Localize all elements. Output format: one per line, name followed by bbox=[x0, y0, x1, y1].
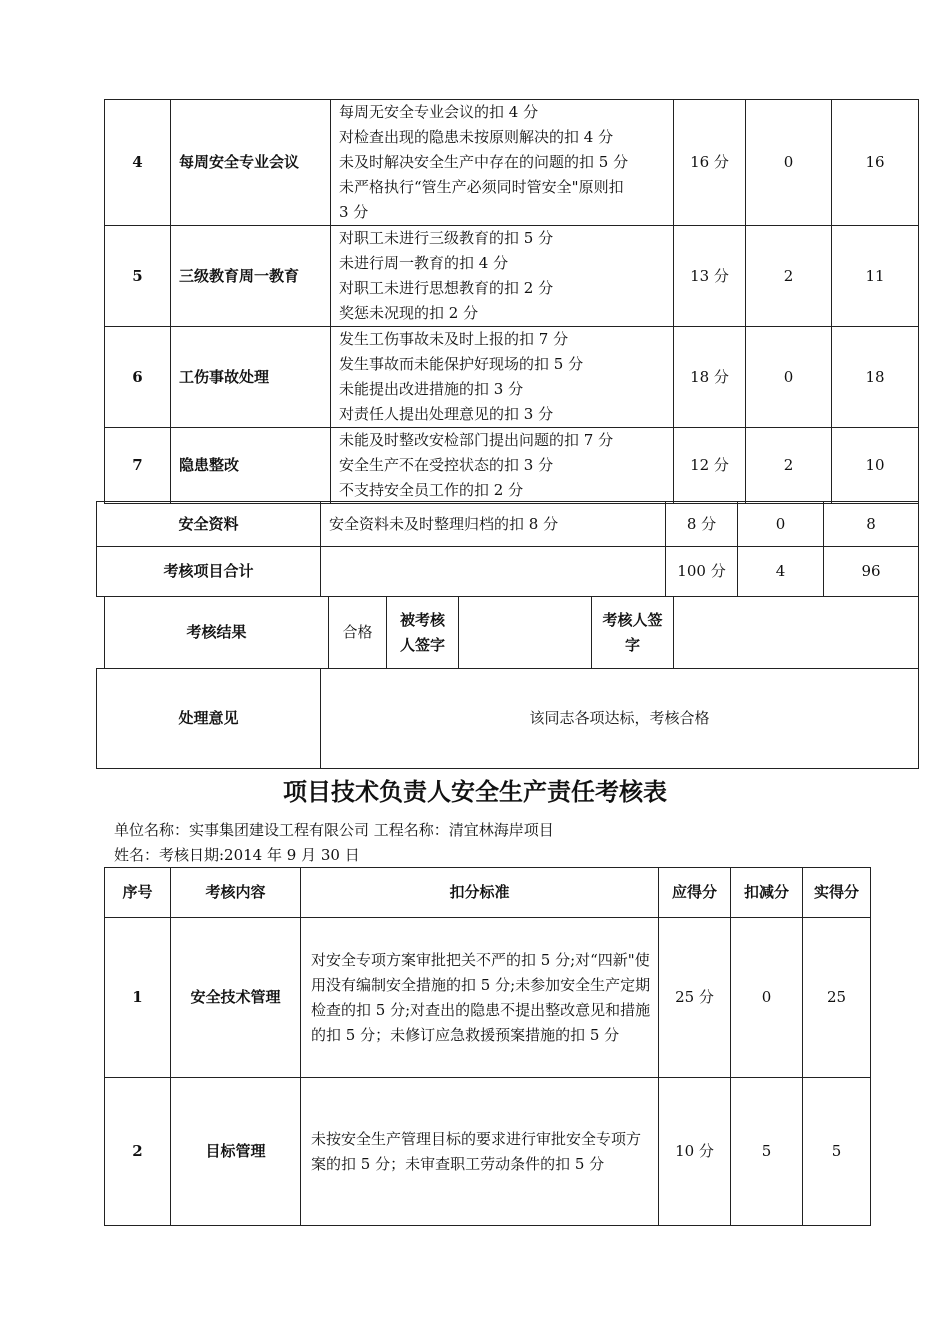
header-item: 考核内容 bbox=[171, 868, 301, 918]
total-actual: 96 bbox=[824, 547, 919, 597]
table-row bbox=[97, 669, 919, 769]
row-number: 2 bbox=[105, 1078, 171, 1226]
row-actual: 16 bbox=[832, 100, 919, 226]
row-actual: 11 bbox=[832, 226, 919, 327]
row-item: 隐患整改 bbox=[171, 428, 331, 504]
row-number: 4 bbox=[105, 100, 171, 226]
row-item: 工伤事故处理 bbox=[171, 327, 331, 428]
examinee-sign-field bbox=[459, 597, 592, 669]
row-number: 6 bbox=[105, 327, 171, 428]
row-actual: 5 bbox=[803, 1078, 871, 1226]
row-criteria: 每周无安全专业会议的扣 4 分 对检查出现的隐患未按原则解决的扣 4 分 未及时解决安全生产中存在的问题的扣 5 分 未严格执行“管生产必须同时管安全"原则扣 3 分 bbox=[331, 100, 674, 226]
row-deduct: 2 bbox=[746, 226, 832, 327]
opinion-value: 该同志各项达标，考核合格 bbox=[321, 669, 919, 769]
header-no: 序号 bbox=[105, 868, 171, 918]
result-table bbox=[104, 596, 919, 669]
row-full-score: 12 分 bbox=[674, 428, 746, 504]
row-item: 安全技术管理 bbox=[171, 918, 301, 1078]
row-full-score: 18 分 bbox=[674, 327, 746, 428]
row-full-score: 13 分 bbox=[674, 226, 746, 327]
row-deduct: 5 bbox=[731, 1078, 803, 1226]
row-number: 5 bbox=[105, 226, 171, 327]
row-criteria: 对安全专项方案审批把关不严的扣 5 分;对“四新"使用没有编制安全措施的扣 5 分;未参加安全生产定期检查的扣 5 分;对查出的隐患不提出整改意见和措施的扣 5 分；未修订应急救援预案措施的扣 5 分 bbox=[301, 918, 659, 1078]
opinion-label: 处理意见 bbox=[97, 669, 321, 769]
total-full: 100 分 bbox=[666, 547, 738, 597]
row-item: 每周安全专业会议 bbox=[171, 100, 331, 226]
row-actual: 18 bbox=[832, 327, 919, 428]
row-actual: 25 bbox=[803, 918, 871, 1078]
row-criteria: 未能及时整改安检部门提出问题的扣 7 分 安全生产不在受控状态的扣 3 分 不支持安全员工作的扣 2 分 bbox=[331, 428, 674, 504]
total-deduct: 4 bbox=[738, 547, 824, 597]
row-deduct: 0 bbox=[746, 327, 832, 428]
total-label: 考核项目合计 bbox=[97, 547, 321, 597]
row-criteria: 对职工未进行三级教育的扣 5 分 未进行周一教育的扣 4 分 对职工未进行思想教育的扣 2 分 奖惩未况现的扣 2 分 bbox=[331, 226, 674, 327]
safety-docs-actual: 8 bbox=[824, 502, 919, 547]
form-title: 项目技术负责人安全生产责任考核表 bbox=[283, 777, 667, 806]
row-deduct: 0 bbox=[746, 100, 832, 226]
row-criteria: 发生工伤事故未及时上报的扣 7 分 发生事故而未能保护好现场的扣 5 分 未能提出改进措施的扣 3 分 对责任人提出处理意见的扣 3 分 bbox=[331, 327, 674, 428]
second-criteria-table bbox=[104, 867, 871, 1226]
examinee-sign-label: 被考核人签字 bbox=[387, 597, 459, 669]
row-full-score: 16 分 bbox=[674, 100, 746, 226]
summary-table bbox=[96, 501, 919, 597]
opinion-table bbox=[96, 668, 919, 769]
table-row bbox=[105, 428, 919, 504]
examiner-sign-label: 考核人签字 bbox=[592, 597, 674, 669]
table-row bbox=[105, 226, 919, 327]
safety-docs-full: 8 分 bbox=[666, 502, 738, 547]
result-value: 合格 bbox=[329, 597, 387, 669]
total-criteria-empty bbox=[321, 547, 666, 597]
table-row bbox=[105, 597, 919, 669]
table-header-row bbox=[105, 868, 871, 918]
row-number: 7 bbox=[105, 428, 171, 504]
table-row bbox=[105, 327, 919, 428]
header-criteria: 扣分标准 bbox=[301, 868, 659, 918]
row-item: 目标管理 bbox=[171, 1078, 301, 1226]
examiner-sign-field bbox=[674, 597, 919, 669]
table-row bbox=[105, 1078, 871, 1226]
header-actual: 实得分 bbox=[803, 868, 871, 918]
top-criteria-table bbox=[104, 99, 919, 504]
name-date-line: 姓名：考核日期:2014 年 9 月 30 日 bbox=[114, 846, 360, 864]
row-deduct: 2 bbox=[746, 428, 832, 504]
row-item: 三级教育周一教育 bbox=[171, 226, 331, 327]
table-row bbox=[97, 547, 919, 597]
header-full: 应得分 bbox=[659, 868, 731, 918]
row-full-score: 10 分 bbox=[659, 1078, 731, 1226]
safety-docs-label: 安全资料 bbox=[97, 502, 321, 547]
safety-docs-deduct: 0 bbox=[738, 502, 824, 547]
header-deduct: 扣减分 bbox=[731, 868, 803, 918]
table-row bbox=[97, 502, 919, 547]
row-criteria: 未按安全生产管理目标的要求进行审批安全专项方案的扣 5 分；未审查职工劳动条件的扣 5 分 bbox=[301, 1078, 659, 1226]
table-row bbox=[105, 918, 871, 1078]
unit-line: 单位名称：实事集团建设工程有限公司 工程名称：清宜林海岸项目 bbox=[114, 821, 554, 839]
row-number: 1 bbox=[105, 918, 171, 1078]
row-full-score: 25 分 bbox=[659, 918, 731, 1078]
row-actual: 10 bbox=[832, 428, 919, 504]
table-row bbox=[105, 100, 919, 226]
row-deduct: 0 bbox=[731, 918, 803, 1078]
safety-docs-criteria: 安全资料未及时整理归档的扣 8 分 bbox=[321, 502, 666, 547]
result-label: 考核结果 bbox=[105, 597, 329, 669]
